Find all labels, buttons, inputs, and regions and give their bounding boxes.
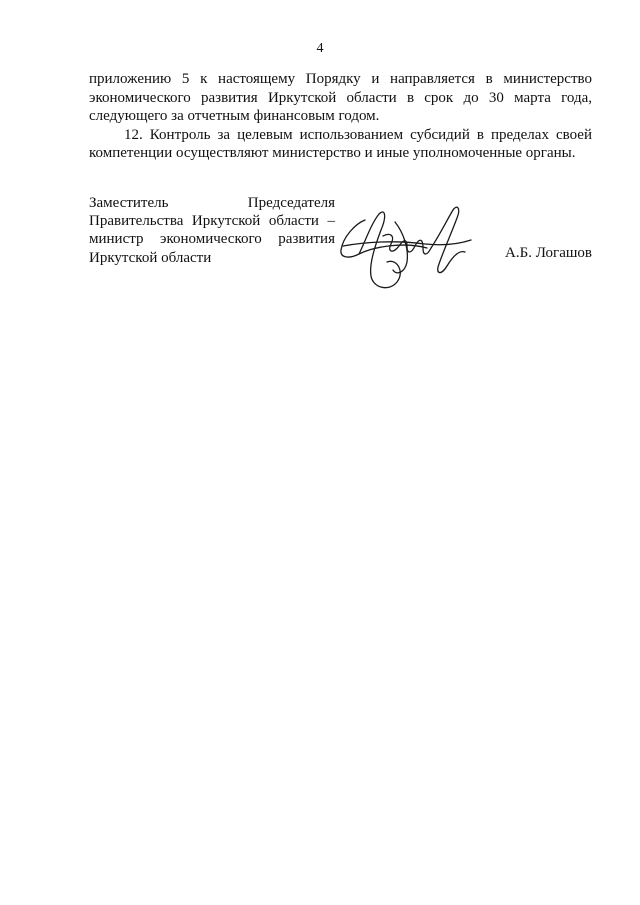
signatory-position [89,194,335,267]
signatory-position-line: Заместитель Председателя [89,195,335,211]
signatory-position-line: министр экономического развития [89,231,335,248]
signature-block [89,194,592,304]
paragraph-item-12: 12. Контроль за целевым использованием субсидий в пределах своей компетенции осуществляют министерство и иные уполномоченные органы. [89,126,592,161]
paragraph-continuation: приложению 5 к настоящему Порядку и направляется в министерство экономического развития Иркутской области в срок до 30 марта года, следующего за отчетным финансовым годом. [89,71,592,124]
body-text [89,70,592,163]
signatory-position-line: Правительства Иркутской области – [89,213,335,230]
handwritten-signature [335,202,485,302]
signatory-name: А.Б. Логашов [505,245,592,261]
page-number: 4 [316,41,324,56]
signatory-position-line: Иркутской области [89,249,212,266]
